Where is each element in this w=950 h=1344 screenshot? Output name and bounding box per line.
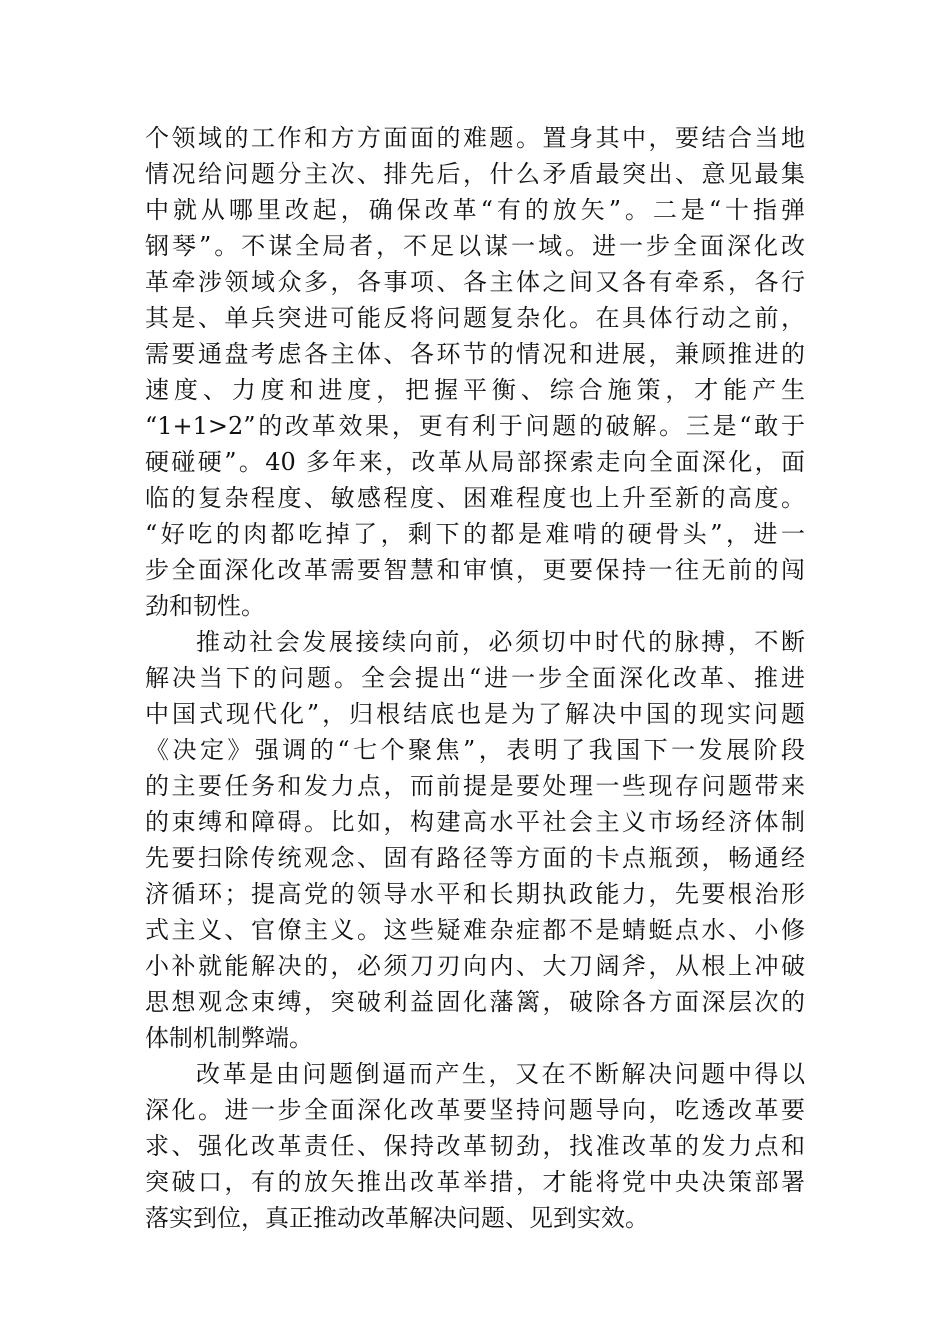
paragraph-1-line-11: 临的复杂程度、敏感程度、困难程度也上升至新的高度。 [145,484,805,512]
paragraph-1-line-13: 步全面深化改革需要智慧和审慎，更要保持一往无前的闯 [145,556,805,584]
paragraph-1-line-8: 速度、力度和进度，把握平衡、综合施策，才能产生 [145,376,805,404]
paragraph-1-line-4: 钢琴”。不谋全局者，不足以谋一域。进一步全面深化改 [145,232,805,260]
paragraph-2-line-4: 《决定》强调的“七个聚焦”，表明了我国下一发展阶段 [145,736,805,764]
paragraph-2-line-7: 先要扫除传统观念、固有路径等方面的卡点瓶颈，畅通经 [145,844,805,872]
paragraph-1-line-14: 劲和韧性。 [145,592,265,620]
paragraph-2-line-8: 济循环；提高党的领导水平和长期执政能力，先要根治形 [145,880,805,908]
paragraph-1-line-2: 情况给问题分主次、排先后，什么矛盾最突出、意见最集 [145,160,805,188]
paragraph-2-line-6: 的束缚和障碍。比如，构建高水平社会主义市场经济体制 [145,808,805,836]
paragraph-2-line-1: 推动社会发展接续向前，必须切中时代的脉搏，不断 [196,628,805,656]
paragraph-1-line-12: “好吃的肉都吃掉了，剩下的都是难啃的硬骨头”，进一 [145,520,805,548]
paragraph-2-line-5: 的主要任务和发力点，而前提是要处理一些现存问题带来 [145,772,805,800]
paragraph-2-line-10: 小补就能解决的，必须刀刃向内、大刀阔斧，从根上冲破 [145,952,805,980]
paragraph-1-line-9: “1+1>2”的改革效果，更有利于问题的破解。三是“敢于 [145,412,805,440]
paragraph-3-line-2: 深化。进一步全面深化改革要坚持问题导向，吃透改革要 [145,1096,805,1124]
paragraph-1-line-3: 中就从哪里改起，确保改革“有的放矢”。二是“十指弹 [145,196,805,224]
paragraph-2-line-9: 式主义、官僚主义。这些疑难杂症都不是蜻蜓点水、小修 [145,916,805,944]
paragraph-3-line-3: 求、强化改革责任、保持改革韧劲，找准改革的发力点和 [145,1132,805,1160]
paragraph-2-line-2: 解决当下的问题。全会提出“进一步全面深化改革、推进 [145,664,805,692]
paragraph-1-line-1: 个领域的工作和方方面面的难题。置身其中，要结合当地 [145,124,805,152]
paragraph-2-line-11: 思想观念束缚，突破利益固化藩篱，破除各方面深层次的 [145,988,805,1016]
paragraph-3-line-1: 改革是由问题倒逼而产生，又在不断解决问题中得以 [196,1060,805,1088]
paragraph-3-line-5: 落实到位，真正推动改革解决问题、见到实效。 [145,1204,649,1232]
paragraph-3-line-4: 突破口，有的放矢推出改革举措，才能将党中央决策部署 [145,1168,805,1196]
paragraph-1-line-7: 需要通盘考虑各主体、各环节的情况和进展，兼顾推进的 [145,340,805,368]
paragraph-1-line-5: 革牵涉领域众多，各事项、各主体之间又各有牵系，各行 [145,268,805,296]
paragraph-2-line-12: 体制机制弊端。 [145,1024,313,1052]
paragraph-1-line-6: 其是、单兵突进可能反将问题复杂化。在具体行动之前， [145,304,805,332]
paragraph-1-line-10: 硬碰硬”。40 多年来，改革从局部探索走向全面深化，面 [145,448,805,476]
paragraph-2-line-3: 中国式现代化”，归根结底也是为了解决中国的现实问题 [145,700,805,728]
